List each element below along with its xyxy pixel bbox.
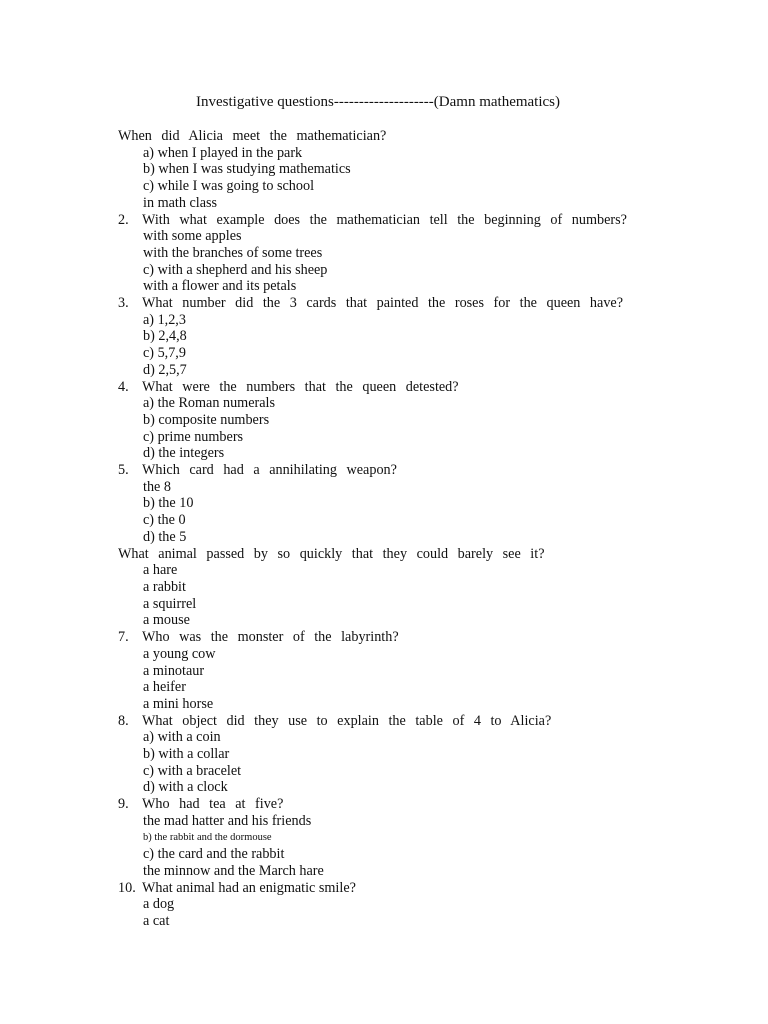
- question-number: 3.: [118, 295, 129, 312]
- question-text: What number did the 3 cards that painted the roses for the queen have?: [142, 295, 624, 312]
- question-list: [118, 128, 758, 930]
- answer-option: a) 1,2,3: [143, 311, 186, 328]
- answer-option: a mouse: [143, 612, 190, 629]
- answer-option: a) when I played in the park: [143, 144, 303, 161]
- question-text: What were the numbers that the queen detested?: [142, 378, 459, 395]
- answer-option: a heifer: [143, 679, 186, 696]
- answer-option: c) with a shepherd and his sheep: [143, 261, 328, 278]
- answer-option: a) the Roman numerals: [143, 395, 275, 412]
- question-item: [118, 212, 758, 229]
- answer-option: a rabbit: [143, 578, 186, 595]
- answer-option: a) with a coin: [143, 729, 221, 746]
- answer-option: d) with a clock: [143, 779, 228, 796]
- answer-option: b) with a collar: [143, 746, 230, 763]
- question-text: Who had tea at five?: [142, 796, 284, 813]
- answer-option: b) when I was studying mathematics: [143, 161, 351, 178]
- question-number: 9.: [118, 796, 129, 813]
- answer-option: c) while I was going to school: [143, 178, 315, 195]
- answer-option: with a flower and its petals: [143, 278, 297, 295]
- question-item: [118, 379, 758, 396]
- answer-option: b) composite numbers: [143, 411, 270, 428]
- answer-option: the minnow and the March hare: [143, 862, 324, 879]
- question-number: 7.: [118, 629, 129, 646]
- answer-option: the 8: [143, 478, 171, 495]
- page-title: Investigative questions--------------------(Damn mathematics): [196, 94, 560, 110]
- question-item: [118, 796, 758, 813]
- question-number: 2.: [118, 211, 129, 228]
- answer-option: a mini horse: [143, 695, 214, 712]
- question-number: 10.: [118, 879, 136, 896]
- answer-option: a hare: [143, 562, 178, 579]
- question-text: When did Alicia meet the mathematician?: [118, 128, 387, 144]
- answer-option: b) the 10: [143, 495, 194, 512]
- question-number: 8.: [118, 712, 129, 729]
- question-text: What animal had an enigmatic smile?: [142, 879, 356, 896]
- question-item: [118, 880, 758, 897]
- answer-option: c) 5,7,9: [143, 345, 186, 362]
- answer-option: in math class: [143, 194, 218, 211]
- question-item: [118, 713, 758, 730]
- answer-option: b) the rabbit and the dormouse: [143, 831, 272, 843]
- question-item: [118, 295, 758, 312]
- answer-option: a cat: [143, 913, 170, 930]
- answer-option: d) the 5: [143, 528, 187, 545]
- question-item: [118, 629, 758, 646]
- answer-option: a minotaur: [143, 662, 205, 679]
- answer-option: with the branches of some trees: [143, 244, 323, 261]
- answer-option: a squirrel: [143, 595, 197, 612]
- answer-option: a dog: [143, 896, 175, 913]
- answer-option: c) prime numbers: [143, 428, 244, 445]
- question-item: [118, 462, 758, 479]
- answer-option: the mad hatter and his friends: [143, 812, 312, 829]
- answer-option: d) the integers: [143, 445, 225, 462]
- answer-option: c) with a bracelet: [143, 762, 242, 779]
- question-text: What object did they use to explain the table of 4 to Alicia?: [142, 712, 552, 729]
- question-text: Which card had a annihilating weapon?: [142, 462, 397, 479]
- answer-option: with some apples: [143, 228, 242, 245]
- answer-option: c) the 0: [143, 512, 186, 529]
- question-text: With what example does the mathematician tell the beginning of numbers?: [142, 211, 627, 228]
- answer-option: c) the card and the rabbit: [143, 846, 285, 863]
- answer-option: a young cow: [143, 645, 216, 662]
- question-number: 4.: [118, 378, 129, 395]
- question-text: What animal passed by so quickly that they could barely see it?: [118, 545, 545, 562]
- answer-option: d) 2,5,7: [143, 361, 187, 378]
- question-number: 5.: [118, 462, 129, 479]
- question-text: Who was the monster of the labyrinth?: [142, 629, 399, 646]
- answer-option: b) 2,4,8: [143, 328, 187, 345]
